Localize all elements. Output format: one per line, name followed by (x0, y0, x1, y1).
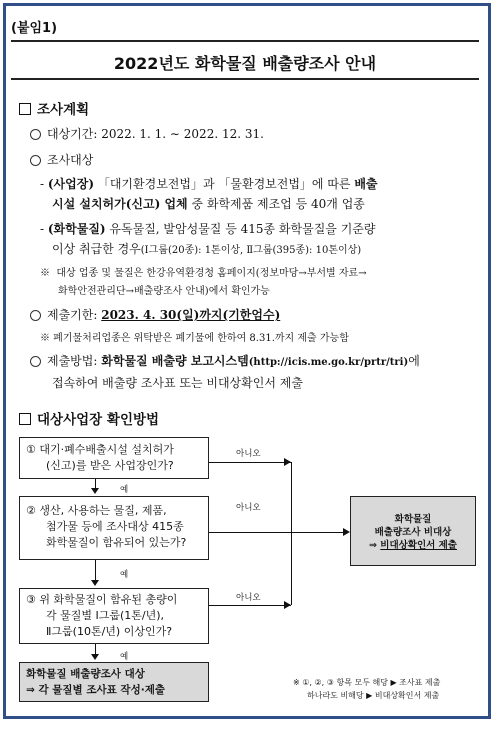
question-2-box: ② 생산, 사용하는 물질, 제품, 첨가물 등에 조사대상 415종 화학물질이 함유되어 있는가? (19, 496, 209, 560)
arrow-head-down-icon (91, 580, 99, 586)
workplace-line-1: - (사업장) 「대기환경보전법」과 「물환경보전법」에 따른 배출 (40, 177, 378, 191)
result-non-target-box: 화학물질 배출량조사 비대상 ⇒ 비대상확인서 제출 (350, 496, 476, 566)
title-band (11, 40, 479, 80)
result-target-box: 화학물질 배출량조사 대상 ⇒ 각 물질별 조사표 작성·제출 (19, 662, 209, 702)
no-arrow-3 (209, 605, 291, 606)
no-arrow-1 (209, 462, 291, 463)
period-row: 대상기간: 2022. 1. 1. ∼ 2022. 12. 31. (30, 125, 264, 142)
circle-bullet-icon (30, 356, 41, 367)
page-title: 2022년도 화학물질 배출량조사 안내 (113, 54, 377, 73)
footnote-line-2: 하나라도 비해당 ▶ 비대상확인서 제출 (307, 691, 440, 700)
note-1-line-2: 화학안전관리단→배출량조사 안내)에서 확인가능 (58, 286, 270, 297)
arrow-head-down-icon (91, 488, 99, 494)
arrow-head-down-icon (91, 654, 99, 660)
square-bullet-icon (19, 413, 31, 425)
collector-line (291, 462, 292, 605)
question-3-box: ③ 위 화학물질이 함유된 총량이 각 물질별 Ⅰ그룹(1톤/년), Ⅱ그룹(10톤/년) 이상인가? (19, 588, 209, 644)
flow-heading: 대상사업장 확인방법 (19, 408, 159, 428)
deadline-row: 제출기한: 2023. 4. 30(일)까지(기한엄수) (30, 306, 280, 323)
yes-label-3: 예 (120, 652, 129, 662)
plan-heading: 조사계획 (19, 98, 89, 118)
note-2: ※ 폐기물처리업종은 위탁받은 폐기물에 한하여 8.31.까지 제출 가능함 (40, 333, 349, 344)
no-arrow-2 (209, 532, 345, 533)
arrow-head-right-icon (343, 528, 350, 536)
workplace-line-2: 시설 설치허가(신고) 업체 중 화학제품 제조업 등 40개 업종 (52, 197, 365, 211)
yes-label-1: 예 (120, 485, 129, 495)
footnote-line-1: ※ ①, ②, ③ 항목 모두 해당 ▶ 조사표 제출 (293, 678, 441, 687)
arrow-head-right-icon (284, 458, 291, 466)
square-bullet-icon (19, 103, 31, 115)
method-line-2: 접속하여 배출량 조사표 또는 비대상확인서 제출 (52, 376, 303, 390)
yes-label-2: 예 (120, 570, 129, 580)
method-row: 제출방법: 화학물질 배출량 보고시스템(http://icis.me.go.kr/prtr/tri)에 (30, 352, 420, 369)
no-label-1: 아니오 (236, 449, 261, 459)
target-row: 조사대상 (30, 151, 93, 168)
chemical-line-1: - (화학물질) 유독물질, 발암성물질 등 415종 화학물질을 기준량 (40, 222, 376, 236)
circle-bullet-icon (30, 155, 41, 166)
chemical-line-2: 이상 취급한 경우(Ⅰ그룹(20종): 1톤이상, Ⅱ그룹(395종): 10톤이상) (52, 242, 362, 256)
attachment-tag: (붙임1) (11, 21, 58, 36)
no-label-2: 아니오 (236, 503, 261, 513)
yes-arrow-2 (95, 560, 96, 580)
question-1-box: ① 대기·폐수배출시설 설치허가 (신고)를 받은 사업장인가? (19, 437, 209, 479)
arrow-head-right-icon (284, 601, 291, 609)
note-1-line-1: ※ 대상 업종 및 물질은 한강유역환경청 홈페이지(정보마당→부서별 자료→ (40, 268, 367, 279)
no-label-3: 아니오 (236, 593, 261, 603)
circle-bullet-icon (30, 310, 41, 321)
circle-bullet-icon (30, 129, 41, 140)
